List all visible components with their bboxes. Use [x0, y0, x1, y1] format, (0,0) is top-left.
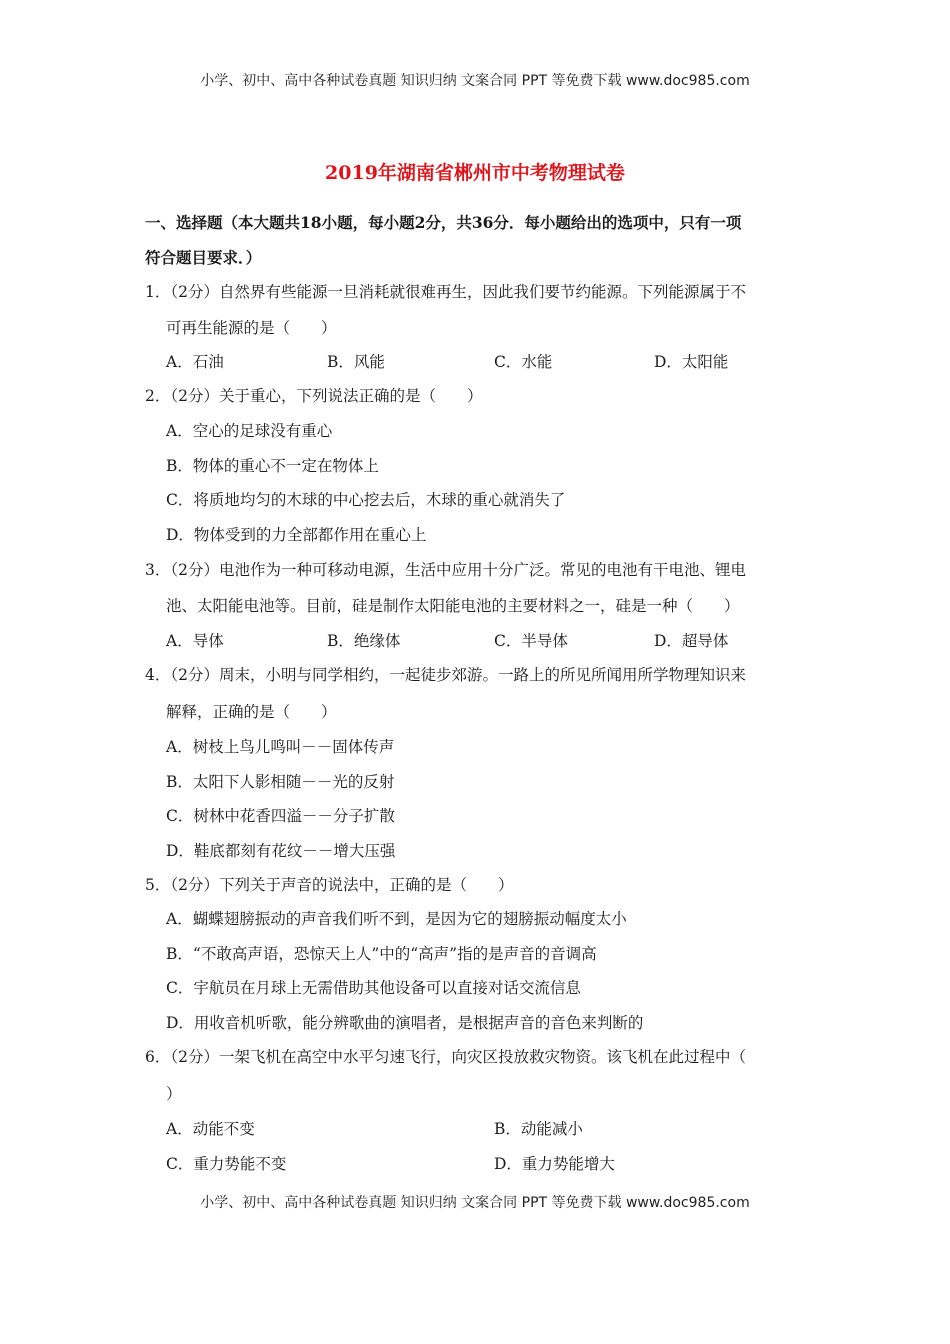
question-1-stem-line-2: 可再生能源的是（ ） — [166, 319, 337, 337]
page-title: 2019年湖南省郴州市中考物理试卷 — [325, 162, 625, 184]
question-4-stem-line-1: 4．（2分）周末，小明与同学相约，一起徒步郊游。一路上的所见所闻用所学物理知识来 — [145, 666, 746, 684]
question-6-option-b: B．动能减小 — [494, 1120, 583, 1138]
question-6-stem-line-1: 6．（2分）一架飞机在高空中水平匀速飞行，向灾区投放救灾物资。该飞机在此过程中（ — [145, 1048, 746, 1066]
question-3-stem-line-2: 池、太阳能电池等。目前，硅是制作太阳能电池的主要材料之一，硅是一种（ ） — [166, 597, 740, 615]
question-2-option-a: A．空心的足球没有重心 — [166, 422, 333, 440]
question-5-option-c: C．宇航员在月球上无需借助其他设备可以直接对话交流信息 — [166, 979, 581, 997]
question-6-stem-line-2: ） — [166, 1085, 182, 1103]
question-3-option-d: D．超导体 — [654, 632, 729, 650]
question-1-option-b: B．风能 — [327, 353, 385, 371]
question-6-option-d: D．重力势能增大 — [494, 1155, 615, 1173]
question-3-option-c: C．半导体 — [494, 632, 568, 650]
question-3-option-b: B．绝缘体 — [327, 632, 401, 650]
question-6-option-a: A．动能不变 — [166, 1120, 255, 1138]
question-2-stem-line-1: 2．（2分）关于重心，下列说法正确的是（ ） — [145, 387, 483, 405]
question-2-option-d: D．物体受到的力全部都作用在重心上 — [166, 526, 427, 544]
question-5-option-d: D．用收音机听歌，能分辨歌曲的演唱者，是根据声音的音色来判断的 — [166, 1014, 644, 1032]
section-heading-line-1: 一、选择题（本大题共18小题，每小题2分，共36分．每小题给出的选项中，只有一项 — [145, 213, 742, 232]
page-footer: 小学、初中、高中各种试卷真题 知识归纳 文案合同 PPT 等免费下载 www.doc985.com — [200, 1195, 750, 1211]
question-3-stem-line-1: 3．（2分）电池作为一种可移动电源，生活中应用十分广泛。常见的电池有干电池、锂电 — [145, 561, 746, 579]
question-4-option-a: A．树枝上鸟儿鸣叫－－固体传声 — [166, 738, 395, 756]
question-2-option-c: C．将质地均匀的木球的中心挖去后，木球的重心就消失了 — [166, 491, 566, 509]
question-4-option-b: B．太阳下人影相随－－光的反射 — [166, 773, 395, 791]
question-1-stem-line-1: 1．（2分）自然界有些能源一旦消耗就很难再生，因此我们要节约能源。下列能源属于不 — [145, 283, 746, 301]
question-1-option-c: C．水能 — [494, 353, 553, 371]
question-2-option-b: B．物体的重心不一定在物体上 — [166, 457, 379, 475]
question-5-option-b: B．“不敢高声语，恐惊天上人”中的“高声”指的是声音的音调高 — [166, 945, 597, 963]
question-5-stem-line-1: 5．（2分）下列关于声音的说法中，正确的是（ ） — [145, 876, 514, 894]
question-4-option-c: C．树林中花香四溢－－分子扩散 — [166, 807, 395, 825]
question-4-option-d: D．鞋底都刻有花纹－－增大压强 — [166, 842, 396, 860]
page-header: 小学、初中、高中各种试卷真题 知识归纳 文案合同 PPT 等免费下载 www.doc985.com — [200, 73, 750, 89]
question-6-option-c: C．重力势能不变 — [166, 1155, 287, 1173]
question-5-option-a: A．蝴蝶翅膀振动的声音我们听不到，是因为它的翅膀振动幅度太小 — [166, 910, 627, 928]
question-4-stem-line-2: 解释，正确的是（ ） — [166, 703, 337, 721]
section-heading-line-2: 符合题目要求．） — [145, 248, 262, 267]
question-1-option-a: A．石油 — [166, 353, 224, 371]
question-3-option-a: A．导体 — [166, 632, 224, 650]
question-1-option-d: D．太阳能 — [654, 353, 729, 371]
